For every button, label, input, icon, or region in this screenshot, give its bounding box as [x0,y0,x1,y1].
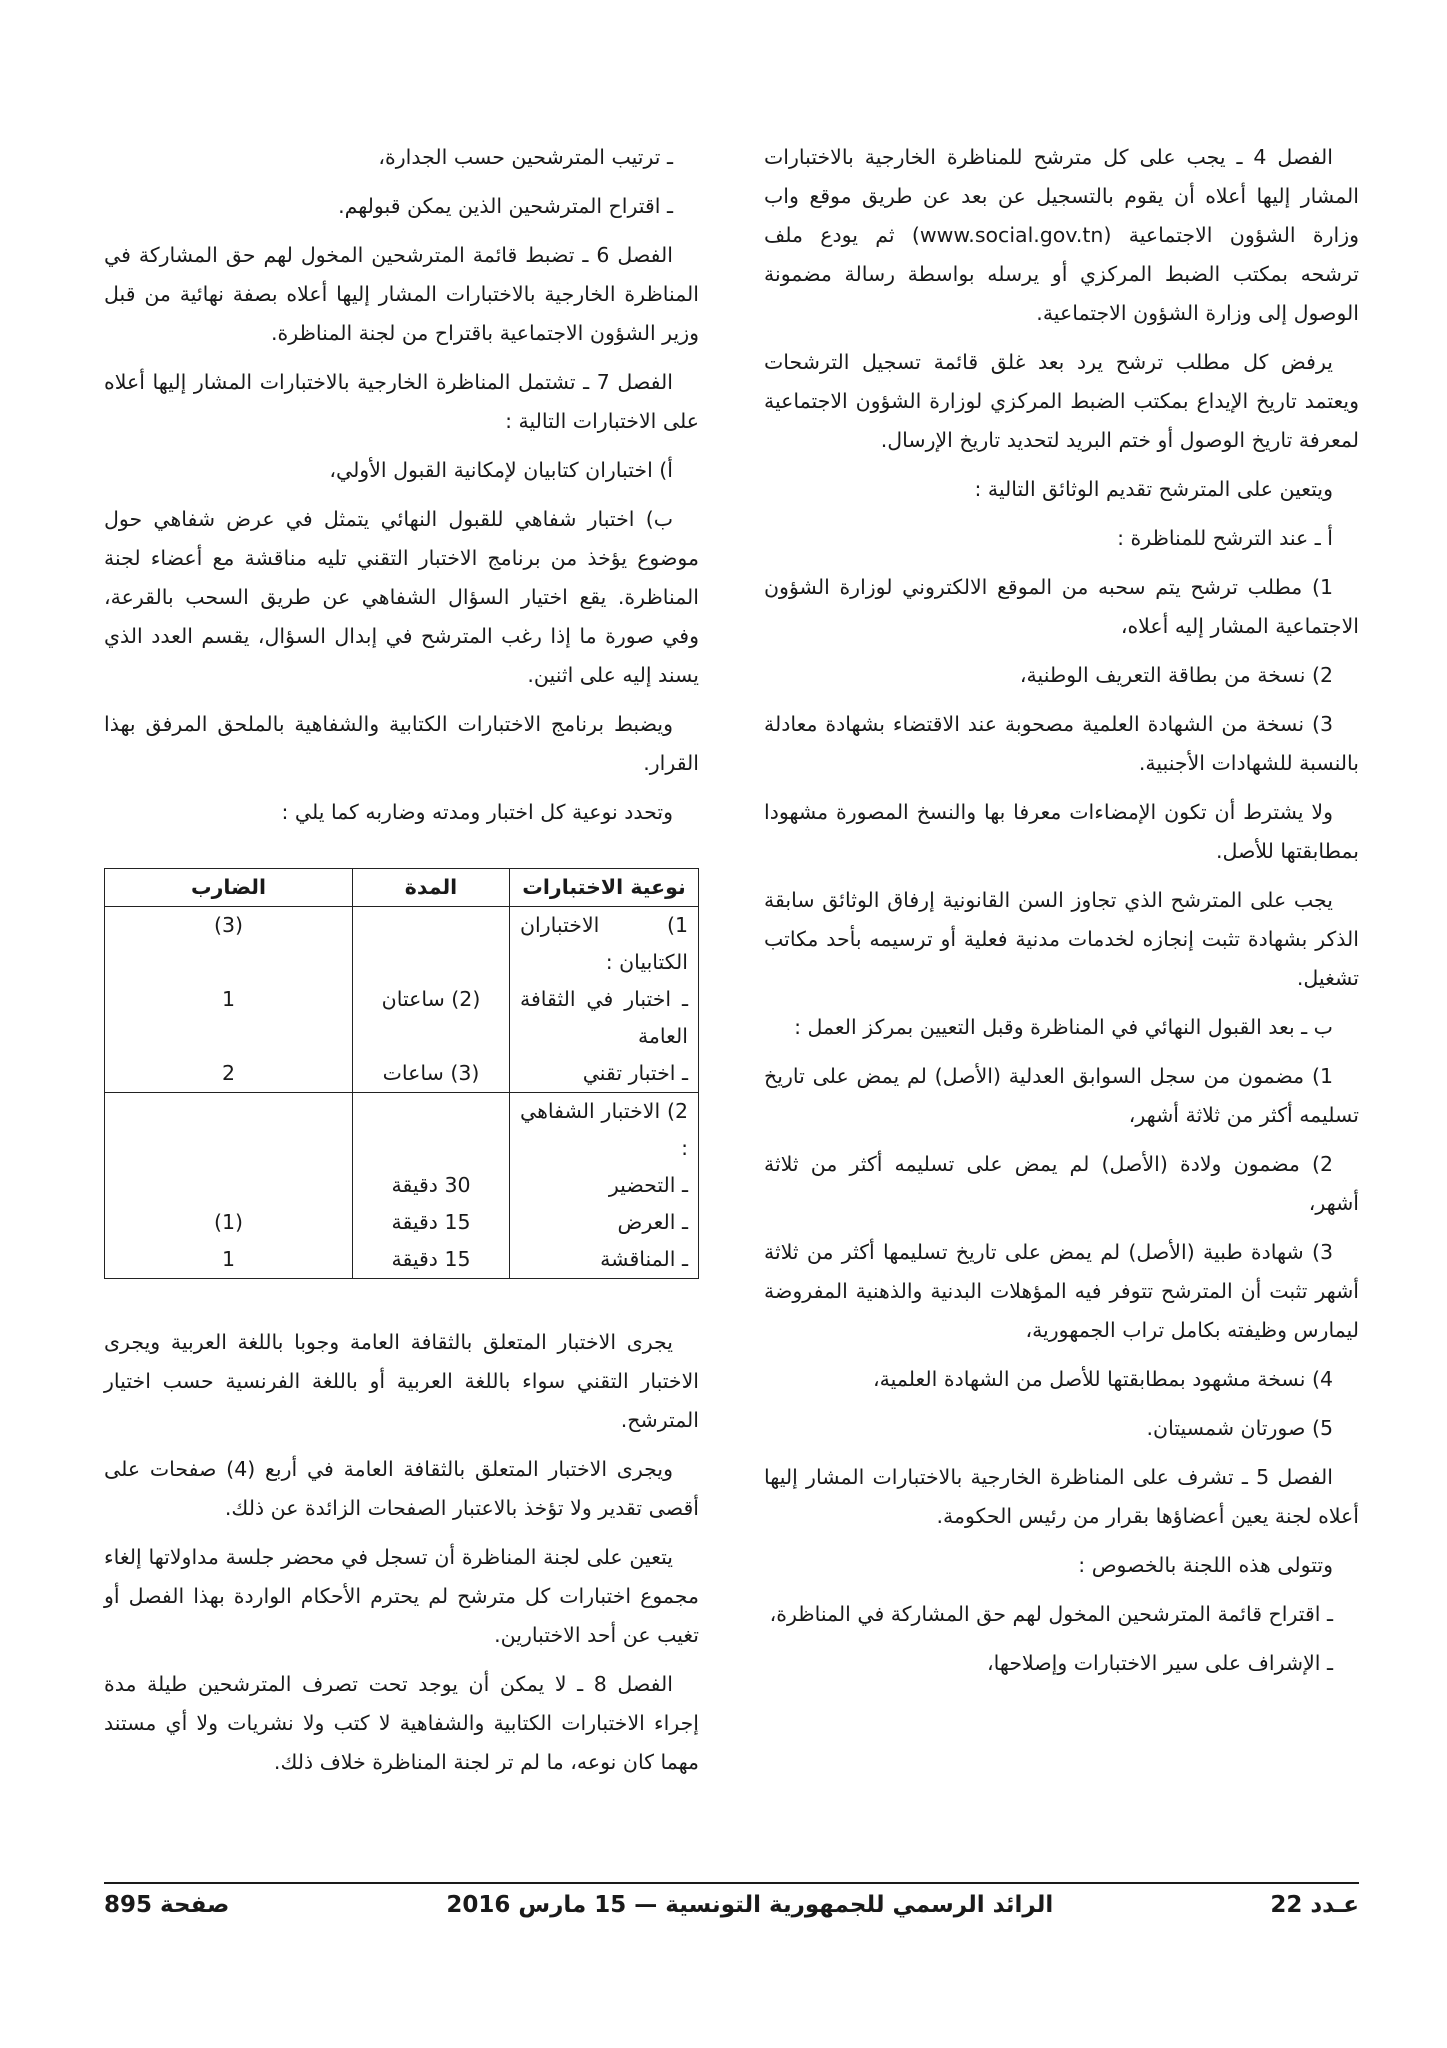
gazette-title-date: الرائد الرسمي للجمهورية التونسية — 15 مارس 2016 [446,1892,1054,1918]
table-cell: 2) الاختبار الشفاهي : [510,1093,699,1168]
table-cell: ـ اختبار في الثقافة العامة [510,981,699,1055]
list-item: 3) نسخة من الشهادة العلمية مصحوبة عند الاقتضاء بشهادة معادلة بالنسبة للشهادات الأجنبية. [764,712,1359,775]
issue-number: عـدد 22 [1270,1892,1359,1918]
list-item: 2) نسخة من بطاقة التعريف الوطنية، [1019,663,1333,687]
signatures-paragraph: ولا يشترط أن تكون الإمضاءات معرفا بها والنسخ المصورة مشهودا بمطابقتها للأصل. [764,800,1359,863]
article-4-paragraph: الفصل 4 ـ يجب على كل مترشح للمناظرة الخارجية بالاختبارات المشار إليها أعلاه أن يقوم بالتسجيل عن بعد عن طريق موقع واب وزارة الشؤون الاجتماعية (www.social.gov.tn) ثم يودع ملف ترشحه بمكتب الضبط المركزي أو يرسله بواسطة رسالة مضمونة الوصول إلى وزارة الشؤون الاجتماعية. [764,145,1359,325]
table-cell: 1) الاختباران الكتابيان : [510,907,699,982]
section-a-heading: أ ـ عند الترشح للمناظرة : [1117,526,1333,550]
list-item: ـ اقتراح قائمة المترشحين المخول لهم حق المشاركة في المناظرة، [769,1602,1333,1626]
table-cell: ـ العرض [510,1204,699,1241]
table-cell [105,1167,353,1204]
language-paragraph: يجرى الاختبار المتعلق بالثقافة العامة وجوبا باللغة العربية ويجرى الاختبار التقني سواء باللغة العربية أو باللغة الفرنسية حسب اختيار المترشح. [104,1330,699,1432]
table-cell: (2) ساعتان [353,981,510,1055]
table-row [105,981,699,1055]
list-item: ب) اختبار شفاهي للقبول النهائي يتمثل في عرض شفاهي حول موضوع يؤخذ من برنامج الاختبار التقني تليه مناقشة مع أعضاء لجنة المناظرة. يقع اختيار السؤال الشفاهي عن طريق السحب بالقرعة، وفي صورة ما إذا رغب المترشح في إبدال السؤال، يقسم العدد الذي يسند إليه على اثنين. [104,507,699,687]
section-b-heading: ب ـ بعد القبول النهائي في المناظرة وقبل التعيين بمركز العمل : [794,1015,1333,1039]
page-footer [104,1892,1359,1918]
table-cell: 1 [105,1241,353,1279]
header-test-type: نوعية الاختبارات [510,869,699,907]
list-item: أ) اختباران كتابيان لإمكانية القبول الأولي، [329,458,673,482]
age-paragraph: يجب على المترشح الذي تجاوز السن القانونية إرفاق الوثائق سابقة الذكر بشهادة تثبت إنجازه لخدمات مدنية فعلية أو ترسيمه بأحد مكاتب تشغيل. [764,888,1359,990]
table-intro: وتحدد نوعية كل اختبار ومدته وضاربه كما يلي : [281,800,673,824]
article-5-paragraph: الفصل 5 ـ تشرف على المناظرة الخارجية بالاختبارات المشار إليها أعلاه لجنة يعين أعضاؤها بقرار من رئيس الحكومة. [764,1465,1359,1528]
table-row [105,1055,699,1093]
list-item: ـ ترتيب المترشحين حسب الجدارة، [378,145,673,169]
article-7-paragraph: الفصل 7 ـ تشتمل المناظرة الخارجية بالاختبارات المشار إليها أعلاه على الاختبارات التالية : [104,370,699,433]
committee-intro: وتتولى هذه اللجنة بالخصوص : [1078,1553,1333,1577]
table-cell: 15 دقيقة [353,1241,510,1279]
table-cell: ـ التحضير [510,1167,699,1204]
table-header-row [105,869,699,907]
list-item: 5) صورتان شمسيتان. [1146,1416,1333,1440]
table-cell: 30 دقيقة [353,1167,510,1204]
table-row [105,1093,699,1168]
article-6-paragraph: الفصل 6 ـ تضبط قائمة المترشحين المخول لهم حق المشاركة في المناظرة الخارجية بالاختبارات المشار إليها أعلاه بصفة نهائية من قبل وزير الشؤون الاجتماعية باقتراح من لجنة المناظرة. [104,243,699,345]
pages-limit-paragraph: ويجرى الاختبار المتعلق بالثقافة العامة في أربع (4) صفحات على أقصى تقدير ولا تؤخذ بالاعتبار الصفحات الزائدة عن ذلك. [104,1457,699,1520]
article-8-paragraph: الفصل 8 ـ لا يمكن أن يوجد تحت تصرف المترشحين طيلة مدة إجراء الاختبارات الكتابية والشفاهية لا كتب ولا نشريات ولا أي مستند مهما كان نوعه، ما لم تر لجنة المناظرة خلاف ذلك. [104,1672,699,1774]
table-cell: 1 [105,981,353,1055]
list-item: 3) شهادة طبية (الأصل) لم يمض على تاريخ تسليمها أكثر من ثلاثة أشهر تثبت أن المترشح تتوفر فيه المؤهلات البدنية والذهنية المفروضة ليمارس وظيفته بكامل تراب الجمهورية، [764,1240,1359,1342]
table-cell: ـ اختبار تقني [510,1055,699,1093]
list-item: ـ اقتراح المترشحين الذين يمكن قبولهم. [338,194,673,218]
cancellation-paragraph: يتعين على لجنة المناظرة أن تسجل في محضر جلسة مداولاتها إلغاء مجموع اختبارات كل مترشح لم يحترم الأحكام الواردة بهذا الفصل أو تغيب عن أحد الاختبارين. [104,1545,699,1647]
documents-intro: ويتعين على المترشح تقديم الوثائق التالية : [974,477,1333,501]
list-item: 2) مضمون ولادة (الأصل) لم يمض على تسليمه أكثر من ثلاثة أشهر، [764,1152,1359,1215]
program-paragraph: ويضبط برنامج الاختبارات الكتابية والشفاهية بالملحق المرفق بهذا القرار. [104,712,699,775]
list-item: 1) مضمون من سجل السوابق العدلية (الأصل) لم يمض على تاريخ تسليمه أكثر من ثلاثة أشهر، [764,1064,1359,1127]
right-column [764,138,1359,1693]
table-cell [105,1093,353,1168]
table-row [105,907,699,982]
table-cell: 2 [105,1055,353,1093]
rejection-paragraph: يرفض كل مطلب ترشح يرد بعد غلق قائمة تسجيل الترشحات ويعتمد تاريخ الإيداع بمكتب الضبط المركزي لوزارة الشؤون الاجتماعية لمعرفة تاريخ الوصول أو ختم البريد لتحديد تاريخ الإرسال. [764,350,1359,452]
table-cell: (1) [105,1204,353,1241]
list-item: ـ الإشراف على سير الاختبارات وإصلاحها، [987,1651,1333,1675]
table-cell: (3) [105,907,353,982]
footer-divider [104,1882,1359,1884]
table-row [105,1241,699,1279]
tests-table [104,868,699,1279]
table-row [105,1167,699,1204]
page-number: صفحة 895 [104,1892,230,1918]
header-duration: المدة [353,869,510,907]
table-row [105,1204,699,1241]
header-coefficient: الضارب [105,869,353,907]
table-cell [353,1093,510,1168]
left-column [104,138,699,1792]
table-cell: (3) ساعات [353,1055,510,1093]
table-cell: ـ المناقشة [510,1241,699,1279]
list-item: 4) نسخة مشهود بمطابقتها للأصل من الشهادة العلمية، [873,1367,1333,1391]
table-cell [353,907,510,982]
list-item: 1) مطلب ترشح يتم سحبه من الموقع الالكتروني لوزارة الشؤون الاجتماعية المشار إليه أعلاه، [764,575,1359,638]
table-cell: 15 دقيقة [353,1204,510,1241]
